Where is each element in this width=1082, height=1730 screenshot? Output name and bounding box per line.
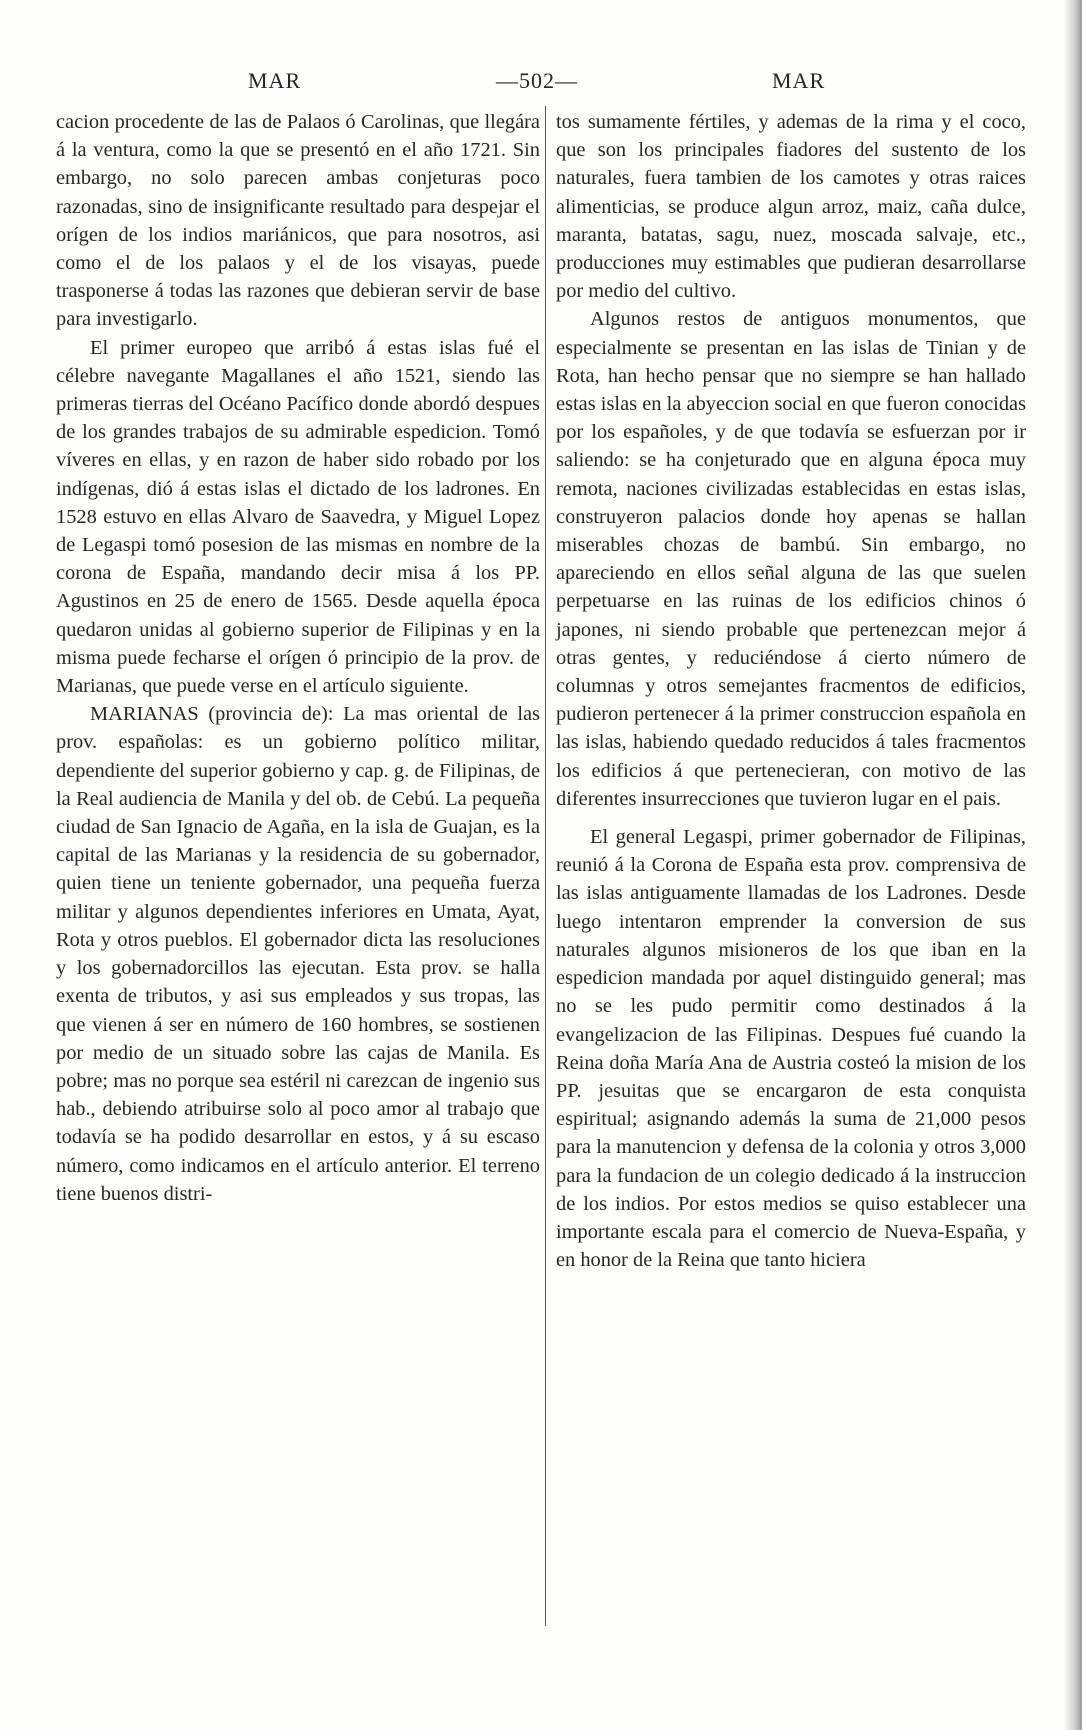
right-paragraph-3: El general Legaspi, primer gobernador de Filipinas, reunió á la Corona de España esta prov. comprensiva de las islas antiguamente llamadas de los Ladrones. Desde luego intentaron emprender la conversion de sus naturales algunos misioneros de los que iban en la espedicion mandada por aquel distinguido general; mas no se les pudo permitir como destinados á la evangelizacion de las Filipinas. Despues fué cuando la Reina doña María Ana de Austria costeó la mision de los PP. jesuitas que se encargaron de esta conquista espiritual; asignando además la suma de 21,000 pesos para la manutencion y defensa de la colonia y otros 3,000 para la fundacion de un colegio dedicado á la instruccion de los indios. Por estos medios se quiso establecer una importante escala para el comercio de Nueva-España, y en honor de la Reina que tanto hiciera	[556, 826, 1026, 1272]
header-left-word: MAR	[248, 68, 302, 93]
left-paragraph-1: cacion procedente de las de Palaos ó Carolinas, que llegára á la ventura, como la que se presentó en el año 1721. Sin embargo, no solo parecen ambas conjeturas poco razonadas, sino de insignificante resultado para despejar el orígen de los indios mariánicos, que para nosotros, asi como el de los palaos y el de los visayas, puede trasponerse á todas las razones que debieran servir de base para investigarlo.	[56, 111, 540, 331]
header-right-word: MAR	[772, 68, 826, 93]
right-paragraph-1: tos sumamente fértiles, y ademas de la rima y el coco, que son los principales fiadores del sustento de los naturales, fuera tambien de los camotes y otras raices alimenticias, se produce algun arroz, maiz, caña dulce, maranta, batatas, sagu, nuez, moscada salvaje, etc., producciones muy estimables que pudieran desarrollarse por medio del cultivo.	[556, 111, 1026, 303]
column-divider	[545, 106, 546, 1626]
right-column	[556, 108, 1026, 1274]
page-number: —502—	[496, 68, 578, 93]
left-column	[56, 108, 540, 1208]
left-paragraph-3	[56, 700, 540, 1208]
page-edge-shadow	[1064, 0, 1082, 1730]
entry-term-marianas: MARIANAS	[90, 703, 199, 726]
left-paragraph-3-text: (provincia de): La mas oriental de las prov. españolas: es un gobierno político militar, dependiente del superior gobierno y cap. g. de Filipinas, de la Real audiencia de Manila y del ob. de Cebú. La pequeña ciudad de San Ignacio de Agaña, en la isla de Guajan, es la capital de las Marianas y la residencia de su gobernador, quien tiene un teniente gobernador, una pequeña fuerza militar y algunos dependientes inferiores en Umata, Ayat, Rota y otros pueblos. El gobernador dicta las resoluciones y los gobernadorcillos las ejecutan. Esta prov. se halla exenta de tributos, y asi sus empleados y sus tropas, las que vienen á ser en número de 160 hombres, se sostienen por medio de un situado sobre las cajas de Manila. Es pobre; mas no porque sea estéril ni carezcan de ingenio sus hab., debiendo atribuirse solo al poco amor al trabajo que todavía se ha podido desarrollar en estos, y á su escaso número, como indicamos en el artículo anterior. El terreno tiene buenos distri-	[56, 703, 540, 1205]
left-paragraph-2: El primer europeo que arribó á estas islas fué el célebre navegante Magallanes el año 1521, siendo las primeras tierras del Océano Pacífico donde abordó despues de los grandes trabajos de su admirable espedicion. Tomó víveres en ellas, y en razon de haber sido robado por los indígenas, dió á estas islas el dictado de los ladrones. En 1528 estuvo en ellas Alvaro de Saavedra, y Miguel Lopez de Legaspi tomó posesion de las mismas en nombre de la corona de España, mandando decir misa á los PP. Agustinos en 25 de enero de 1565. Desde aquella época quedaron unidas al gobierno superior de Filipinas y en la misma puede fecharse el orígen ó principio de la prov. de Marianas, que puede verse en el artículo siguiente.	[56, 336, 540, 698]
right-paragraph-2: Algunos restos de antiguos monumentos, que especialmente se presentan en las islas de Tinian y de Rota, han hecho pensar que no siempre se han hallado estas islas en la abyeccion social en que fueron conocidas por los españoles, y de que todavía se esfuerzan por ir saliendo: se ha conjeturado que en alguna época muy remota, naciones civilizadas establecidas en estas islas, construyeron palacios donde hoy apenas se hallan miserables chozas de bambú. Sin embargo, no apareciendo en ellos señal alguna de las que suelen perpetuarse en las ruinas de los edificios chinos ó japones, ni siendo probable que pertenezcan mejor á otras gentes, y reduciéndose á cierto número de columnas y otros semejantes fracmentos de edificios, pudieron pertenecer á la primer construccion española en las islas, habiendo quedado reducidos á tales fracmentos los edificios á que pertenecieran, con motivo de las diferentes insurrecciones que tuvieron lugar en el pais.	[556, 308, 1026, 810]
running-header	[0, 68, 1082, 98]
